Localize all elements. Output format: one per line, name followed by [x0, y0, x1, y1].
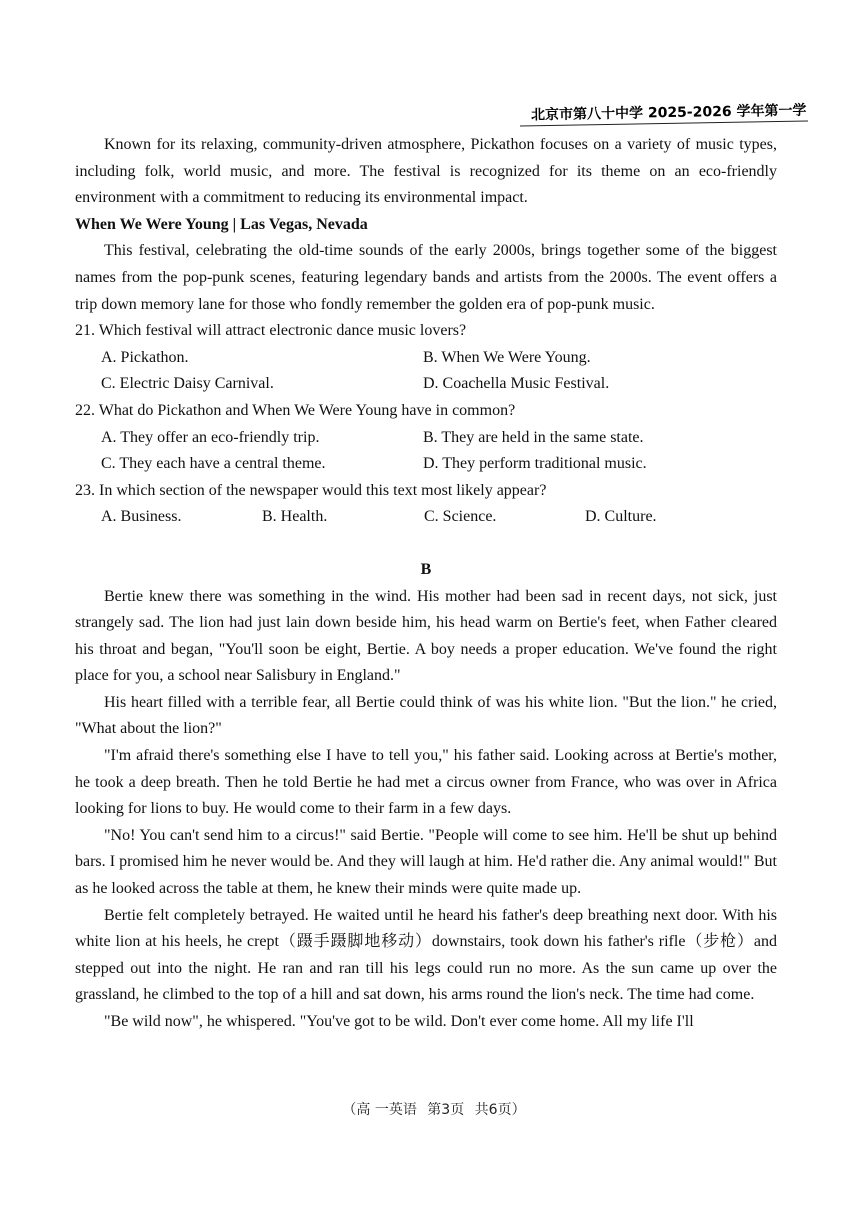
footer-label: （高 一英语: [342, 1102, 417, 1118]
option-row: [75, 451, 777, 478]
option-b: B. They are held in the same state.: [423, 428, 644, 446]
option-c: C. Electric Daisy Carnival.: [101, 375, 274, 393]
option-b: B. Health.: [262, 508, 328, 526]
wwwy-paragraph: This festival, celebrating the old-time sounds of the early 2000s, brings together some of the biggest names from the pop-punk scenes, featuring legendary bands and artists from the 2000s. The event offers a trip down memory lane for those who fondly remember the golden era of pop-punk music.: [75, 242, 777, 313]
option-c: C. Science.: [424, 508, 497, 526]
option-row: [75, 504, 777, 531]
option-d: D. Coachella Music Festival.: [423, 375, 610, 393]
option-d: D. They perform traditional music.: [423, 455, 647, 473]
option-b: B. When We Were Young.: [423, 348, 591, 366]
page-content: [75, 132, 777, 1036]
question-stem: 22. What do Pickathon and When We Were Young have in common?: [75, 401, 516, 419]
section-b-title: B: [420, 560, 432, 578]
pickathon-paragraph: Known for its relaxing, community-driven atmosphere, Pickathon focuses on a variety of music types, including folk, world music, and more. The festival is recognized for its theme on an eco-friendly environment with a commitment to reducing its environmental impact.: [75, 136, 777, 207]
footer-page-number: 第3页: [427, 1102, 465, 1118]
option-a: A. Pickathon.: [101, 348, 189, 366]
question-stem: 23. In which section of the newspaper would this text most likely appear?: [75, 481, 547, 499]
passage-b-paragraph-1: Bertie knew there was something in the wind. His mother had been sad in recent days, not sick, just strangely sad. The lion had just lain down beside him, his head warm on Bertie's feet, when Father cleared his throat and began, "You'll soon be eight, Bertie. A boy needs a proper education. We've found the right place for you, a school near Salisbury in England.": [75, 587, 777, 685]
school-header: 北京市第八十中学 2025-2026 学年第一学: [530, 102, 807, 124]
passage-b-paragraph-3: "I'm afraid there's something else I have to tell you," his father said. Looking across at Bertie's mother, he took a deep breath. Then he told Bertie he had met a circus owner from France, who was over in Africa looking for lions to buy. He would come to their farm in a few days.: [75, 747, 777, 818]
option-c: C. They each have a central theme.: [101, 455, 326, 473]
option-d: D. Culture.: [585, 508, 657, 526]
question-stem: 21. Which festival will attract electronic dance music lovers?: [75, 322, 467, 340]
passage-b-paragraph-6: "Be wild now", he whispered. "You've got to be wild. Don't ever come home. All my life I'll: [104, 1013, 694, 1030]
page-footer: [0, 1099, 868, 1119]
footer-total-pages: 共6页）: [474, 1102, 526, 1118]
passage-b-paragraph-2: His heart filled with a terrible fear, all Bertie could think of was his white lion. "But the lion." he cried, "What about the lion?": [75, 693, 777, 738]
option-row: [75, 425, 777, 452]
option-a: A. Business.: [101, 508, 182, 526]
wwwy-heading: When We Were Young | Las Vegas, Nevada: [75, 215, 368, 233]
question-21: [75, 318, 777, 398]
option-row: [75, 345, 777, 372]
option-row: [75, 371, 777, 398]
option-a: A. They offer an eco-friendly trip.: [101, 428, 320, 446]
question-22: [75, 398, 777, 478]
question-23: [75, 478, 777, 531]
passage-b-paragraph-4: "No! You can't send him to a circus!" said Bertie. "People will come to see him. He'll be shut up behind bars. I promised him he never would be. And they will laugh at him. He'd rather die. Any animal would!" But as he looked across the table at them, he knew their minds were quite made up.: [75, 826, 777, 898]
passage-b-paragraph-5: Bertie felt completely betrayed. He waited until he heard his father's deep breathing next door. With his white lion at his heels, he crept（蹑手蹑脚地移动）downstairs, took down his father's rifle（步枪）and stepped out into the night. He ran and ran till his legs could run no more. As the sun came up over the grassland, he climbed to the top of a hill and sat down, his arms round the lion's neck. The time had come.: [75, 906, 777, 1004]
